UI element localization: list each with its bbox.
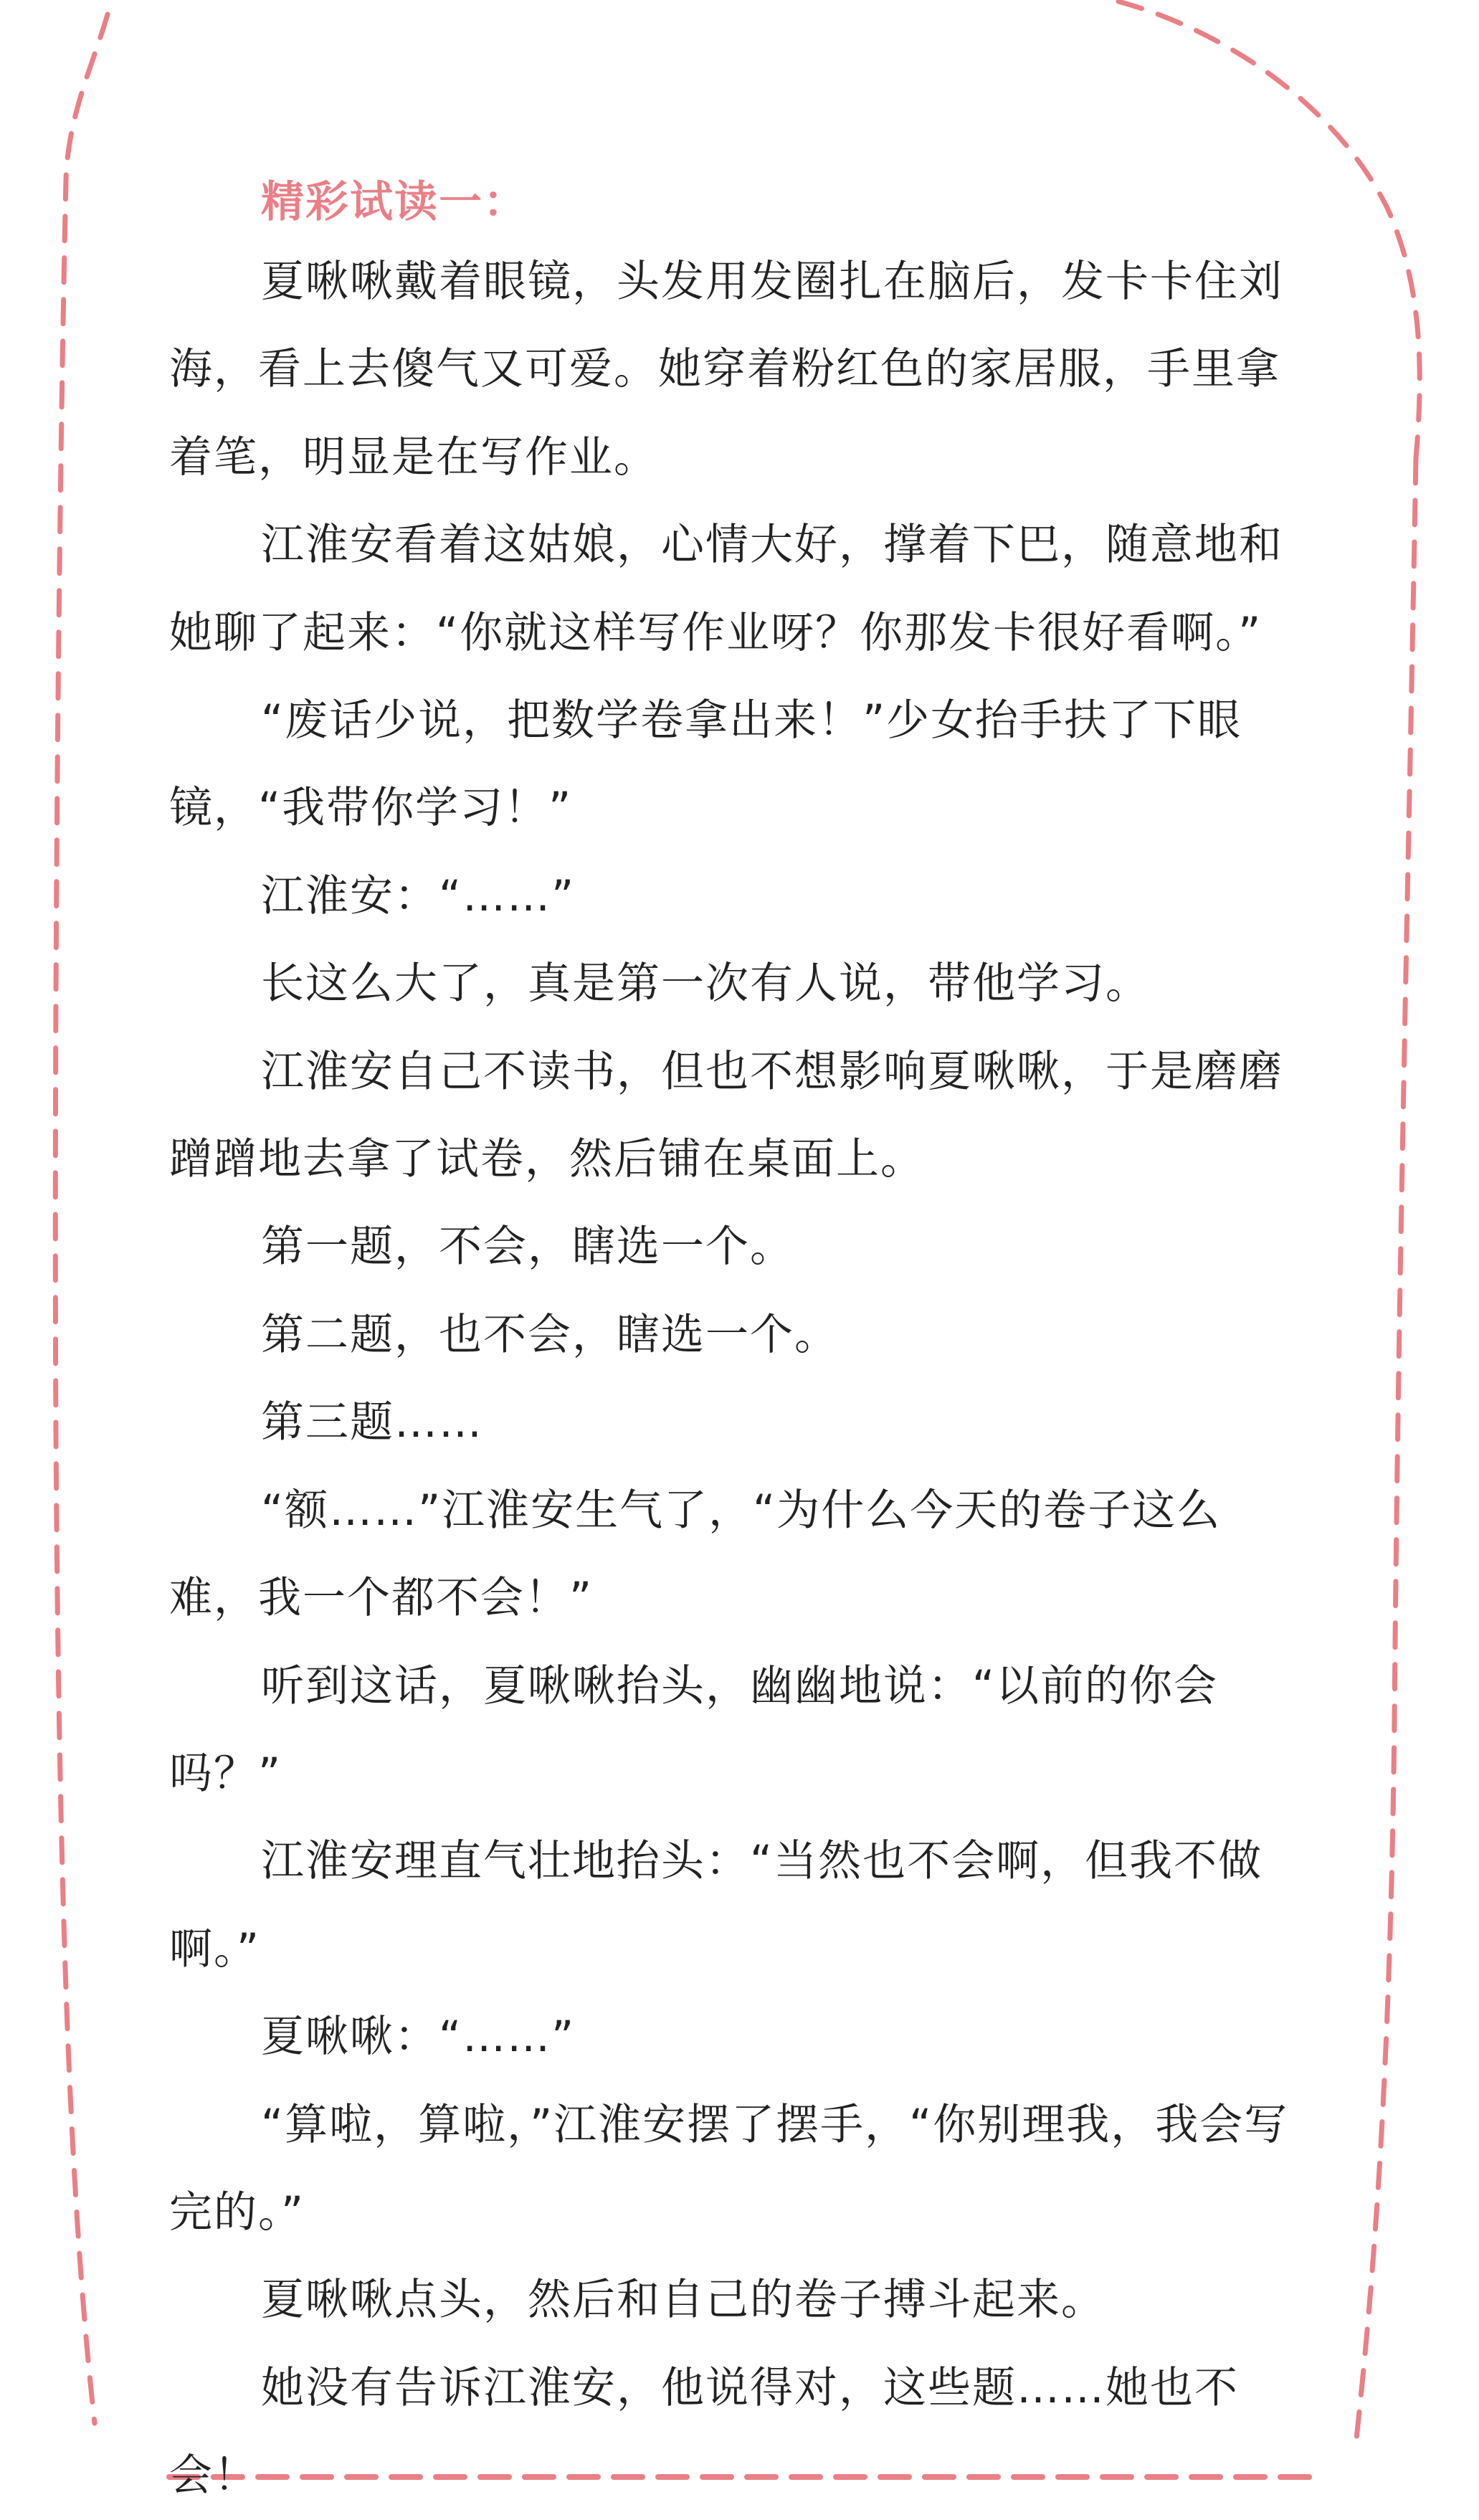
excerpt-heading: 精彩试读一：	[261, 177, 528, 227]
paragraph: 第三题……	[261, 1397, 483, 1448]
reading-excerpt	[169, 166, 1309, 2520]
paragraph: 夏啾啾：“……”	[261, 2012, 576, 2063]
frame-left-edge	[55, 14, 108, 2423]
paragraph: 她没有告诉江淮安，他说得对，这些题……她也不会！	[169, 2362, 1239, 2501]
paragraph: “废话少说，把数学卷拿出来！”少女抬手扶了下眼镜，“我带你学习！”	[169, 695, 1242, 834]
paragraph: “额……”江淮安生气了，“为什么今天的卷子这么难，我一个都不会！”	[169, 1485, 1222, 1624]
paragraph: 江淮安：“……”	[261, 870, 576, 921]
paragraph: 江淮安看着这姑娘，心情大好，撑着下巴，随意地和她聊了起来：“你就这样写作业呀？你那发卡很好看啊。”	[169, 520, 1283, 658]
paragraph: “算啦，算啦，”江淮安摆了摆手，“你别理我，我会写完的。”	[169, 2099, 1289, 2238]
paragraph: 江淮安理直气壮地抬头：“当然也不会啊，但我不做啊。”	[169, 1836, 1263, 1974]
paragraph: 江淮安自己不读书，但也不想影响夏啾啾，于是磨磨蹭蹭地去拿了试卷，然后铺在桌面上。	[169, 1046, 1283, 1185]
paragraph: 长这么大了，真是第一次有人说，带他学习。	[261, 959, 1150, 1009]
paragraph: 夏啾啾点头，然后和自己的卷子搏斗起来。	[261, 2275, 1105, 2326]
paragraph: 第一题，不会，瞎选一个。	[261, 1222, 794, 1273]
paragraph: 听到这话，夏啾啾抬头，幽幽地说：“以前的你会吗？”	[169, 1660, 1219, 1799]
paragraph: 第二题，也不会，瞎选一个。	[261, 1309, 839, 1360]
frame-right-edge	[1355, 459, 1416, 2452]
paragraph: 夏啾啾戴着眼镜，头发用发圈扎在脑后，发卡卡住刘海，看上去傻气又可爱。她穿着粉红色的家居服，手里拿着笔，明显是在写作业。	[169, 257, 1283, 482]
